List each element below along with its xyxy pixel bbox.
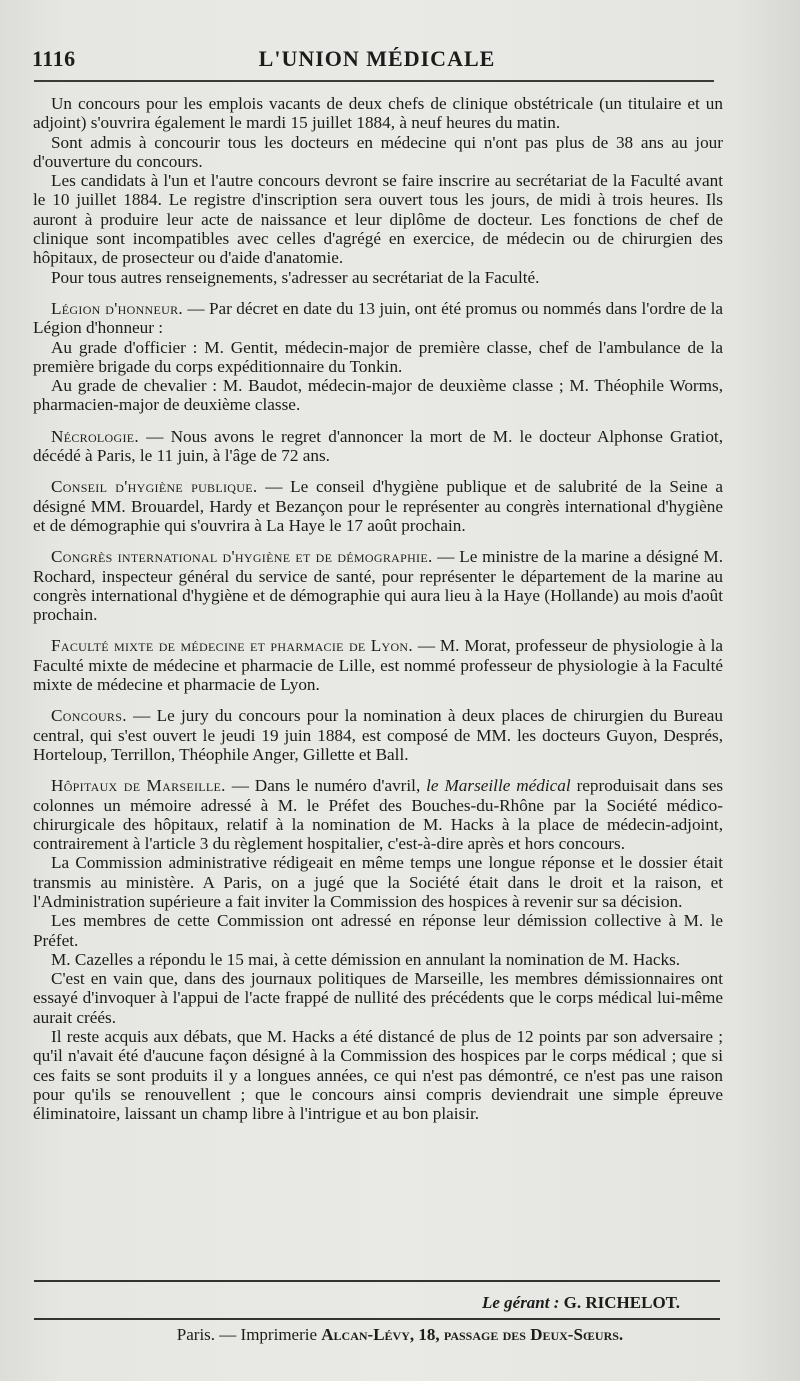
paragraph-text: Au grade de chevalier : M. Baudot, médecin-major de deuxième classe ; M. Théophile Worms, pharmacien-major de deuxième classe.: [33, 376, 723, 415]
paragraph-text: C'est en vain que, dans des journaux politiques de Marseille, les membres démissionnaires ont essayé d'invoquer à l'appui de l'acte frappé de nullité des précédents que le corps médical lui-même aurait créés.: [33, 969, 723, 1027]
paragraph-text: — Nous avons le regret d'annoncer la mort de M. le docteur Alphonse Gratiot, décédé à Paris, le 11 juin, à l'âge de 72 ans.: [33, 426, 723, 466]
paragraph-text: Il reste acquis aux débats, que M. Hacks a été distancé de plus de 12 points par son adversaire ; qu'il n'avait été d'aucune façon désigné à la Commission des hospices par le corps médical ; que si ces faits se sont produits il y a longues années, ce qui n'est pas démontré, ce n'est pas une raison pour qu'ils se renouvellent ; que le concours ainsi compris deviendrait une simple épreuve éliminatoire, laissant un champ libre à l'intrigue et au bon plaisir.: [33, 1027, 723, 1124]
paragraph-text: — Le ministre de la marine a désigné M. Rochard, inspecteur général du service de santé, pour représenter le département de la marine au congrès international d'hygiène et de démographie qui aura lieu à la Haye (Hollande) au mois d'août prochain.: [33, 547, 723, 625]
news-item-necrologie: [33, 427, 723, 466]
imprint-city: Paris.: [176, 1325, 216, 1344]
paragraph: [33, 969, 723, 1027]
news-item-hopitaux-marseille: [33, 776, 723, 853]
journal-name: le Marseille médical: [426, 776, 571, 796]
paragraph: [33, 950, 723, 969]
imprint-printer: Alcan-Lévy,: [321, 1325, 415, 1344]
paragraph-text: Au grade d'officier : M. Gentit, médecin-major de première classe, chef de l'ambulance de la première brigade du corps expéditionnaire du Tonkin.: [33, 337, 723, 376]
paragraph: [33, 171, 723, 267]
paragraph-text: — M. Morat, professeur de physiologie à la Faculté mixte de médecine et pharmacie de Lille, est nommé professeur de physiologie à la Faculté mixte de médecine et pharmacie de Lyon.: [33, 636, 723, 695]
signature-name: G. RICHELOT.: [563, 1293, 680, 1312]
news-heading: Concours.: [51, 706, 127, 726]
paragraph-text: — Le jury du concours pour la nomination à deux places de chirurgien du Bureau central, qui s'est ouvert le jeudi 19 juin 1884, est composé de MM. les docteurs Guyon, Després, Horteloup, Terrillon, Théophile Anger, Gillette et Ball.: [33, 706, 723, 764]
news-heading: Légion d'honneur.: [51, 298, 184, 318]
news-heading: Faculté mixte de médecine et pharmacie de Lyon.: [51, 636, 413, 656]
journal-title: L'UNION MÉDICALE: [258, 46, 496, 71]
paragraph-text: — Le conseil d'hygiène publique et de salubrité de la Seine a désigné MM. Brouardel, Hardy et Bezançon pour le représenter au congrès international d'hygiène et de démographie qui s'ouvrira à La Haye le 17 août prochain.: [33, 477, 723, 535]
imprint-line: [0, 1325, 800, 1345]
paragraph-text: — Par décret en date du 13 juin, ont été promus ou nommés dans l'ordre de la Légion d'honneur :: [33, 298, 723, 338]
paragraph: [33, 338, 723, 377]
news-heading: Hôpitaux de Marseille.: [51, 776, 226, 796]
paragraph: [33, 911, 723, 950]
paragraph-text: Les candidats à l'un et l'autre concours devront se faire inscrire au secrétariat de la Faculté avant le 10 juillet 1884. Le registre d'inscription sera ouvert tous les jours, de midi à trois heures. Ils auront à produire leur acte de naissance et leur diplôme de docteur. Les fonctions de chef de clinique sont incompatibles avec celles d'agrégé en exercice, de médecin ou de chirurgien des hôpitaux, de prosecteur ou d'aide d'anatomie.: [33, 171, 723, 268]
imprint-text: Imprimerie: [240, 1325, 318, 1344]
news-item-conseil-hygiene: [33, 477, 723, 535]
page-header: [32, 42, 722, 78]
news-heading: Congrès international d'hygiène et de démographie.: [51, 547, 433, 567]
imprint-address: 18, passage des Deux-Sœurs.: [418, 1325, 624, 1344]
news-item-concours: [33, 706, 723, 764]
paragraph-text: M. Cazelles a répondu le 15 mai, à cette démission en annulant la nomination de M. Hacks.: [51, 949, 681, 969]
news-item-faculte-lyon: [33, 636, 723, 694]
paragraph-text: Les membres de cette Commission ont adressé en réponse leur démission collective à M. le Préfet.: [33, 911, 723, 950]
paragraph: [33, 376, 723, 415]
paragraph-text: Sont admis à concourir tous les docteurs en médecine qui n'ont pas plus de 38 ans au jour d'ouverture du concours.: [33, 132, 723, 171]
news-heading: Conseil d'hygiène publique.: [51, 477, 258, 497]
footer-rule: [34, 1318, 720, 1320]
paragraph: [33, 133, 723, 172]
paragraph: [33, 94, 723, 133]
paragraph-text: — Dans le numéro d'avril,: [225, 776, 427, 796]
header-rule: [34, 80, 714, 82]
paragraph-text: La Commission administrative rédigeait en même temps une longue réponse et le dossier était transmis au ministère. A Paris, on a jugé que la Société était dans le droit et la raison, et l'Administration supérieure a fait inviter la Commission des hospices à revenir sur sa décision.: [33, 853, 723, 911]
news-heading: Nécrologie.: [51, 426, 140, 446]
paragraph: [33, 853, 723, 911]
page-number: 1116: [32, 46, 76, 71]
paragraph-text: Pour tous autres renseignements, s'adresser au secrétariat de la Faculté.: [51, 267, 540, 287]
signature-label: Le gérant :: [481, 1293, 560, 1312]
paragraph: [33, 1027, 723, 1123]
paragraph: [33, 268, 723, 287]
article-body: [33, 94, 723, 1124]
news-item-congres: [33, 547, 723, 624]
news-item-legion-honneur: [33, 299, 723, 338]
paragraph-text: reproduisait dans ses colonnes un mémoire adressé à M. le Préfet des Bouches-du-Rhône par la Société médico-chirurgicale des hôpitaux, relatif à la nomination de M. Hacks à la place de médecin-adjoint, contrairement à l'article 3 du règlement hospitalier, c'est-à-dire après et hors concours.: [33, 776, 724, 854]
footer-rule: [34, 1280, 720, 1282]
imprint-dash: —: [219, 1325, 237, 1344]
signature: [482, 1293, 680, 1313]
paragraph-text: Un concours pour les emplois vacants de deux chefs de clinique obstétricale (un titulaire et un adjoint) s'ouvrira également le mardi 15 juillet 1884, à neuf heures du matin.: [33, 94, 723, 133]
